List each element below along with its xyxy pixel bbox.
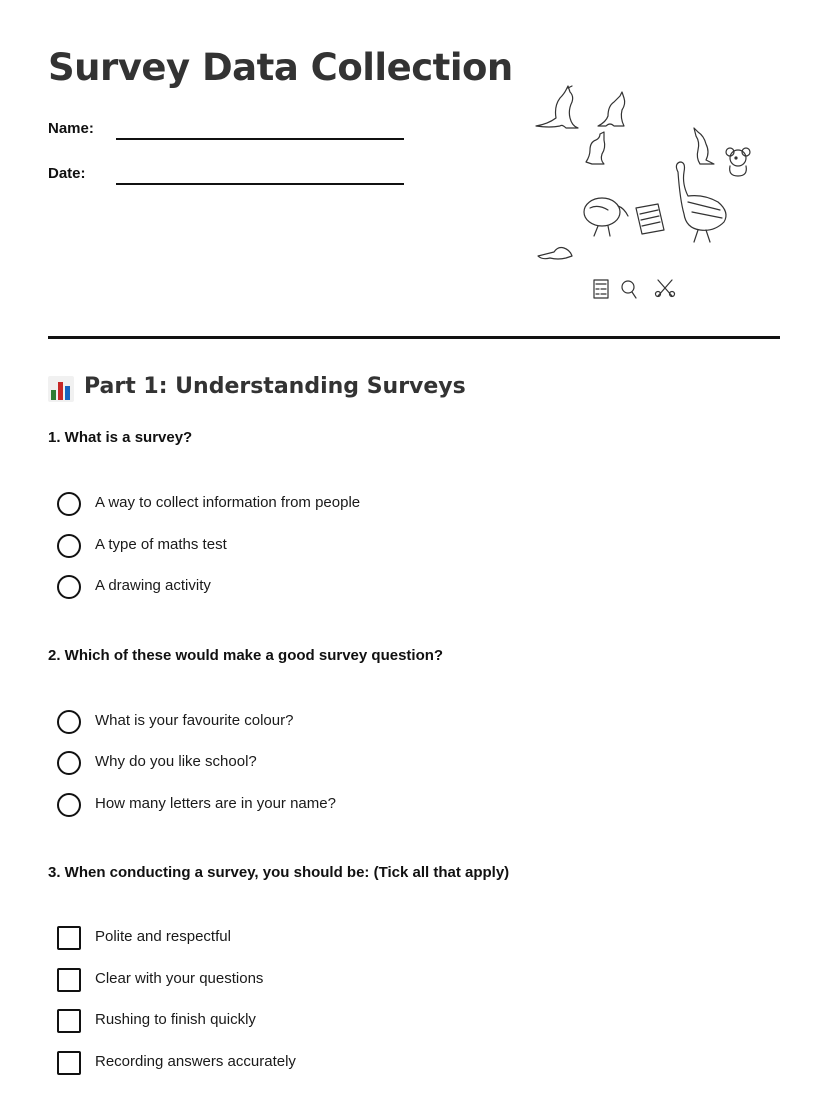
radio-button[interactable] [57,793,81,817]
kangaroo-icon [598,92,625,126]
scissors-icon [656,280,675,297]
kangaroo-icon [586,132,605,164]
option-label: Clear with your questions [95,970,264,987]
question-2: 2. Which of these would make a good survey question? [48,647,444,664]
kangaroo-icon [536,86,578,128]
radio-button[interactable] [57,710,81,734]
koala-icon [726,148,750,176]
name-line[interactable] [116,138,404,140]
radio-button[interactable] [57,534,81,558]
kiwi-bird-icon [584,198,628,236]
option-label: A way to collect information from people [95,494,361,511]
question-3: 3. When conducting a survey, you should be: (Tick all that apply) [48,864,510,881]
part1-heading-text: Part 1: Understanding Surveys [84,374,466,399]
radio-button[interactable] [57,492,81,516]
option-label: Rushing to finish quickly [95,1011,256,1028]
checkbox[interactable] [57,1051,81,1075]
magnifier-icon [622,281,636,298]
option-label: What is your favourite colour? [95,712,294,729]
option-label: Recording answers accurately [95,1053,296,1070]
section-divider [48,336,780,339]
option-label: A drawing activity [95,577,211,594]
emu-icon [676,162,726,242]
radio-button[interactable] [57,751,81,775]
clipboard-icon [636,204,664,234]
bar-chart-icon [48,376,74,402]
date-field[interactable] [48,161,408,189]
name-label: Name: [48,120,94,137]
australian-animals-illustration [528,84,764,306]
name-field[interactable] [48,116,408,144]
checkbox[interactable] [57,1009,81,1033]
page-title: Survey Data Collection [48,46,513,89]
option-label: Polite and respectful [95,928,231,945]
calculator-icon [594,280,608,298]
radio-button[interactable] [57,575,81,599]
option-label: Why do you like school? [95,753,257,770]
option-label: How many letters are in your name? [95,795,336,812]
platypus-icon [538,248,572,260]
date-line[interactable] [116,183,404,185]
checkbox[interactable] [57,968,81,992]
date-label: Date: [48,165,86,182]
option-label: A type of maths test [95,536,227,553]
kangaroo-icon [694,128,714,164]
question-1: 1. What is a survey? [48,429,193,446]
checkbox[interactable] [57,926,81,950]
